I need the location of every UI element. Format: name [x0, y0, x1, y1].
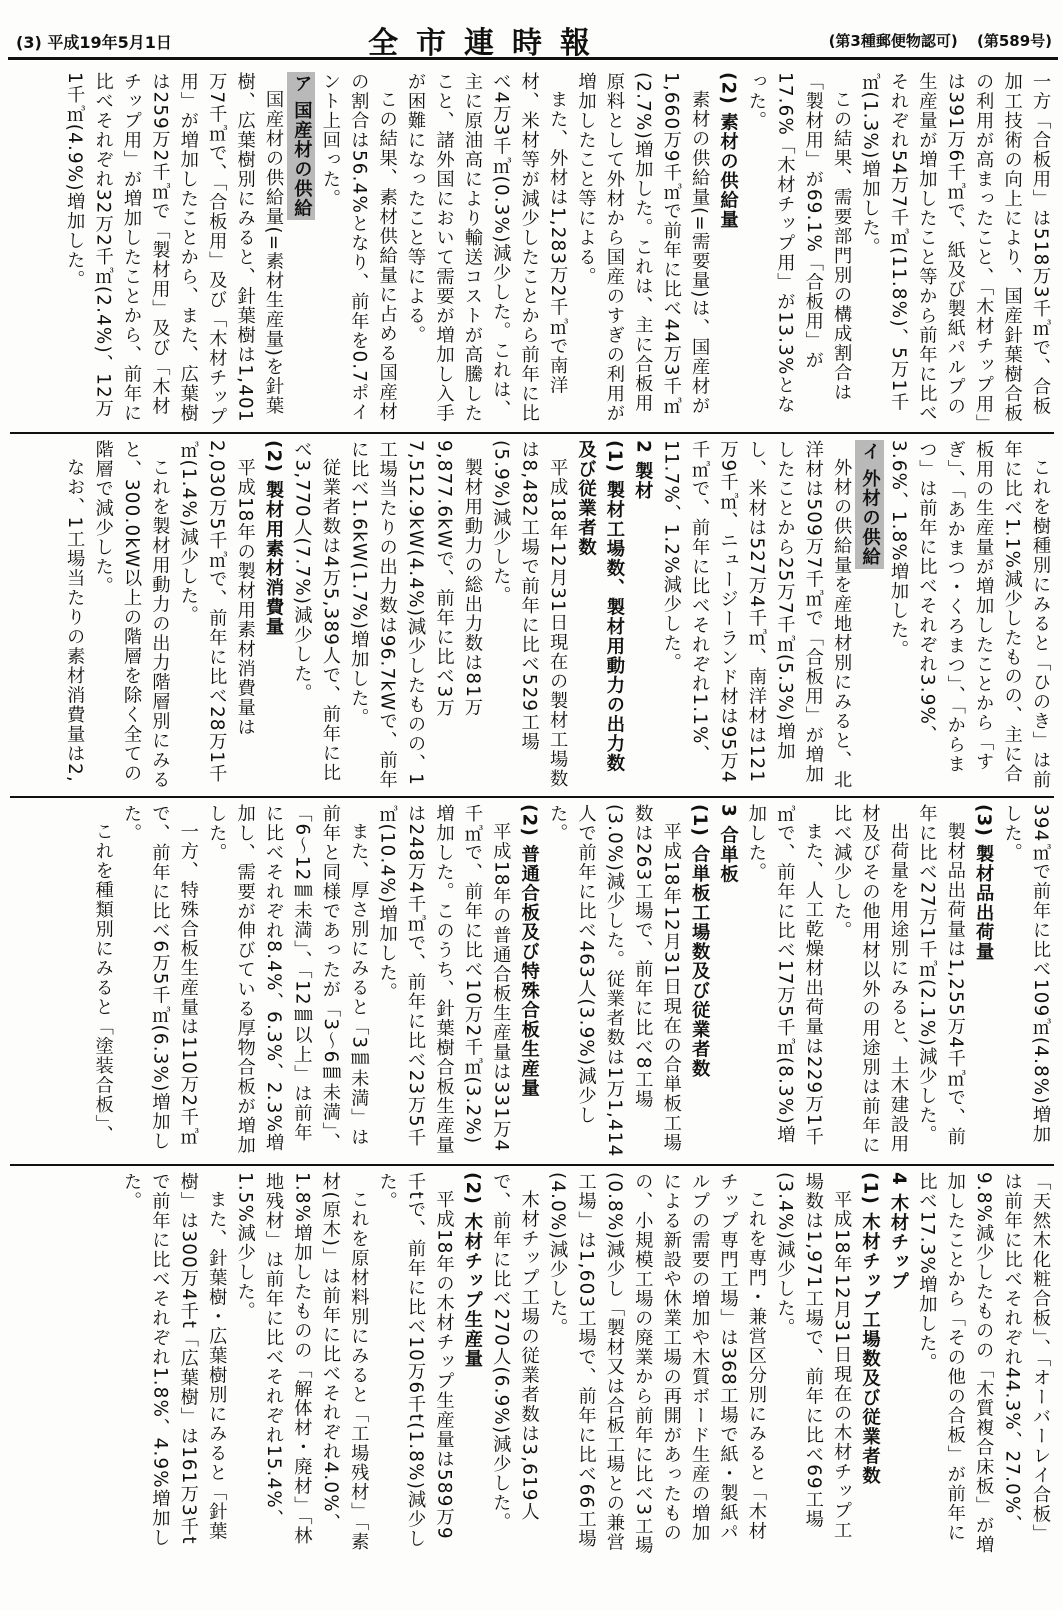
text-band-1 [10, 72, 1054, 428]
paragraph: 平成18年の木材チップ生産量は589万9千tで、前年に比べ10万6千t(1.8%)減少した。 [376, 1172, 455, 1549]
paragraph: なお、1工場当たりの素材消費量は2, [64, 458, 86, 784]
section-heading: (1) 合単板工場数及び従業者数 [689, 804, 711, 1079]
paragraph: これを専門・兼営区分別にみると「木材チップ専門工場」は368工場で紙・製紙パルプの需要の増加や木質ボード生産の増加による新設や休業工場の再開があったものの、小規模工場の廃業から前年に比べ3工場(0.8%)減少し「製材又は合板工場との兼営工場」は1,603工場で、前年に比べ66工場(4.0%)減少した。 [547, 1172, 767, 1556]
paragraph: 平成18年12月31日現在の製材工場数は8,482工場で前年に比べ529工場(5.9%)減少した。 [490, 440, 569, 789]
paragraph: また、外材は1,283万2千㎥で南洋材、米材等が減少したことから前年に比べ4万3千㎥(0.3%)減少した。これは、主に原油高により輸送コストが高騰したこと、諸外国において需要が増加し入手が困難になったこと等による。 [405, 72, 569, 423]
paragraph: 一方、特殊合板生産量は110万2千㎥で、前年に比べ6万5千㎥(6.3%)増加した。 [121, 804, 199, 1151]
band-divider [10, 796, 1054, 798]
section-heading: 4 木材チップ [887, 1172, 909, 1291]
paragraph: また、人工乾燥材出荷量は229万1千㎥で、前年に比べ17万5千㎥(8.3%)増加した。 [745, 804, 824, 1147]
section-heading: イ 外材の供給 [855, 440, 883, 569]
paragraph: 国産材の供給量(=素材生産量)を針葉樹、広葉樹別にみると、針葉樹は1,401万7千㎥で、「合板用」及び「木材チップ用」が増加したことから、また、広葉樹は259万2千㎥で「製材用」及び「木材チップ用」が増加したことから、前年に比べそれぞれ32万2千㎥(2.4%)、12万1千㎥(4.9%)増加した。 [64, 72, 285, 427]
paragraph: この結果、需要部門別の構成割合は「製材用」が69.1%「合板用」が17.6%「木材チップ用」が13.3%となった。 [745, 72, 853, 415]
paragraph: 「天然木化粧合板」、「オーバーレイ合板」は前年に比べそれぞれ44.3%、27.0%、9.8%減少したものの「木質複合床板」が増加したことから「その他の合板」が前年に比べ17.3%増加した。 [916, 1172, 1051, 1555]
section-heading: (2) 製材用素材消費量 [263, 440, 285, 637]
paragraph: また、厚さ別にみると「3㎜未満」は前年と同様であったが「3〜6㎜未満」、「6〜12㎜未満」、「12㎜以上」は前年に比べそれぞれ8.4%、6.3%、2.3%増加し、需要が伸びている厚物合板が増加した。 [206, 804, 370, 1155]
text-band-4 [10, 1172, 1054, 1558]
page-number-date: (3) 平成19年5月1日 [16, 33, 172, 52]
paragraph: 素材の供給量(=需要量)は、国産材が1,660万9千㎥で前年に比べ44万3千㎥(2.7%)増加した。これは、主に合板用原料として外材から国産のすぎの利用が増加したこと等による。 [575, 72, 711, 423]
article-column-3 [10, 804, 1054, 1160]
text-band-3 [10, 804, 1054, 1160]
article-column-1 [10, 72, 1054, 428]
section-heading: 2 製材 [632, 440, 654, 501]
paragraph: 外材の供給量を産地材別にみると、北洋材は509万7千㎥で「合板用」が増加したことから25万7千㎥(5.3%)増加し、米材は527万4千㎥、南洋材は121万9千㎥、ニュージーランド材は95万4千㎥で、前年に比べそれぞれ1.1%、11.7%、1.2%減少した。 [660, 440, 853, 790]
band-divider [10, 1164, 1054, 1166]
section-heading: (3) 製材品出荷量 [973, 804, 995, 962]
section-heading: (1) 木材チップ工場数及び従業者数 [859, 1172, 881, 1486]
paragraph: これを樹種別にみると「ひのき」は前年に比べ1.1%減少したものの、主に合板用の生産量が増加したことから「すぎ」、「あかまつ・くろまつ」、「からまつ」は前年に比べそれぞれ3.9%、3.6%、1.8%増加した。 [887, 440, 1051, 790]
paragraph: 木材チップ工場の従業者数は3,619人で、前年に比べ270人(6.9%)減少した。 [490, 1172, 540, 1532]
article-column-4 [10, 1172, 1054, 1558]
section-heading: (1) 製材工場数、製材用動力の出力数及び従業者数 [575, 440, 625, 773]
header-info [815, 30, 1052, 51]
section-heading: (2) 木材チップ生産量 [461, 1172, 483, 1369]
section-heading: (2) 素材の供給量 [717, 72, 739, 230]
paragraph: 平成18年の普通合板生産量は331万4千㎥で、前年に比べ10万2千㎥(3.2%)増加した。このうち、針葉樹合板生産量は248万4千㎥で、前年に比べ23万5千㎥(10.4%)増加した。 [376, 804, 512, 1155]
paragraph: 平成18年の製材用素材消費量は2,030万5千㎥で、前年に比べ28万1千㎥(1.4%)減少した。 [177, 440, 256, 784]
page-header [8, 18, 1058, 60]
paragraph: この結果、素材供給量に占める国産材の割合は56.4%となり、前年を0.7ポイント上回った。 [319, 72, 398, 423]
section-heading: 3 合単板 [717, 804, 739, 884]
paragraph: 従業者数は4万5,389人で、前年に比べ3,770人(7.7%)減少した。 [291, 440, 341, 783]
paragraph: 製材品出荷量は1,255万4千㎥で、前年に比べ27万1千㎥(2.1%)減少した。 [916, 804, 966, 1147]
paragraph: 一方「合板用」は518万3千㎥で、合板加工技術の向上により、国産針葉樹合板の利用が高まったこと、「木材チップ用」は391万6千㎥で、紙及び製紙パルプの生産量が増加したこと等から前年に比べそれぞれ54万7千㎥(11.8%)、5万1千㎥(1.3%)増加した。 [859, 72, 1051, 425]
section-heading: ア 国産材の供給 [287, 72, 315, 220]
issue-number: (第589号) [976, 32, 1052, 50]
postal-permit: (第3種郵便物認可) [828, 32, 958, 50]
section-heading: (2) 普通合板及び特殊合板生産量 [518, 804, 540, 1098]
paragraph: これを製材用動力の出力階層別にみると、300.0kW以上の階層を除く全ての階層で減少した。 [92, 440, 171, 790]
paragraph: また、針葉樹・広葉樹別にみると「針葉樹」は300万4千t「広葉樹」は161万3千tで前年に比べそれぞれ1.8%、4.9%増加した。 [121, 1172, 228, 1548]
paragraph: 394㎥で前年に比べ109㎥(4.8%)増加した。 [1001, 804, 1051, 1144]
article-column-2 [10, 440, 1054, 792]
paragraph: これを種類別にみると「塗装合板」、 [92, 822, 114, 1145]
paragraph: これを原材料別にみると「工場残材」「素材(原木)」は前年に比べそれぞれ4.0%、1.8%増加したものの「解体材・廃材」「林地残材」は前年に比べそれぞれ15.4%、1.5%減少した。 [234, 1172, 370, 1552]
newspaper-title: 全市連時報 [368, 26, 608, 61]
paragraph: 製材用動力の総出力数は81万9,877.6kWで、前年に比べ3万7,512.9kW(4.4%)減少したものの、1工場当たりの出力数は96.7kWで、前年に比べ1.6kW(1.7%)増加した。 [348, 440, 483, 790]
paragraph: 出荷量を用途別にみると、土木建設用材及びその他用材以外の用途別は前年に比べ減少した。 [831, 804, 909, 1155]
paragraph: 平成18年12月31日現在の木材チップ工場数は1,971工場で、前年に比べ69工場(3.4%)減少した。 [774, 1172, 853, 1541]
band-divider [10, 432, 1054, 434]
text-band-2 [10, 440, 1054, 792]
paragraph: 平成18年12月31日現在の合単板工場数は263工場で、前年に比べ8工場(3.0%)減少した。従業者数は1万1,414人で前年に比べ463人(3.9%)減少した。 [547, 804, 682, 1158]
